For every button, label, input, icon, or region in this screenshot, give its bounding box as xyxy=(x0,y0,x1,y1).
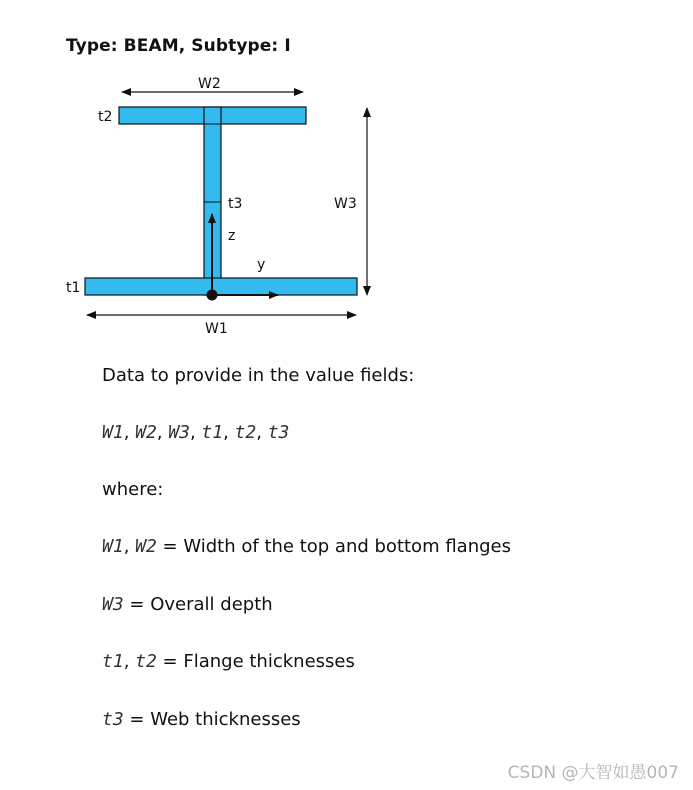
label-w2: W2 xyxy=(198,76,221,92)
label-t1: t1 xyxy=(66,280,81,296)
field-list xyxy=(102,421,289,445)
label-w3: W3 xyxy=(334,196,357,212)
separator: , xyxy=(189,422,202,443)
var-w3: W3 xyxy=(168,422,190,443)
definition-text: = Width of the top and bottom flanges xyxy=(156,536,511,557)
var-t1: t1 xyxy=(102,651,124,672)
var-t2: t2 xyxy=(135,651,157,672)
label-y: y xyxy=(257,257,266,273)
label-t3: t3 xyxy=(228,196,243,212)
bottom-flange xyxy=(85,278,357,295)
definition-web-thickness xyxy=(102,708,301,732)
var-w2: W2 xyxy=(135,536,157,557)
label-t2: t2 xyxy=(98,109,113,125)
separator: , xyxy=(123,422,136,443)
origin-point xyxy=(207,290,218,301)
label-z: z xyxy=(228,228,236,244)
data-intro-text: Data to provide in the value fields: xyxy=(102,365,415,386)
definition-overall-depth xyxy=(102,593,273,617)
page-title: Type: BEAM, Subtype: I xyxy=(66,36,291,56)
where-text: where: xyxy=(102,479,164,500)
definition-flange-thicknesses xyxy=(102,650,355,674)
watermark: CSDN @大智如愚007 xyxy=(507,763,679,783)
definition-text: = Flange thicknesses xyxy=(156,651,355,672)
definition-flange-widths xyxy=(102,535,511,559)
i-beam-diagram xyxy=(0,0,693,360)
var-t3: t3 xyxy=(102,709,124,730)
label-w1: W1 xyxy=(205,321,228,337)
separator: , xyxy=(223,422,235,443)
var-w2: W2 xyxy=(135,422,157,443)
var-t1: t1 xyxy=(201,422,224,443)
separator: , xyxy=(123,536,136,557)
definition-text: = Overall depth xyxy=(123,594,273,615)
definition-text: = Web thicknesses xyxy=(123,709,301,730)
var-w1: W1 xyxy=(102,536,124,557)
var-t3: t3 xyxy=(267,422,290,443)
separator: , xyxy=(156,422,169,443)
var-w3: W3 xyxy=(102,594,124,615)
var-t2: t2 xyxy=(234,422,257,443)
separator: , xyxy=(123,651,136,672)
separator: , xyxy=(256,422,268,443)
var-w1: W1 xyxy=(102,422,124,443)
